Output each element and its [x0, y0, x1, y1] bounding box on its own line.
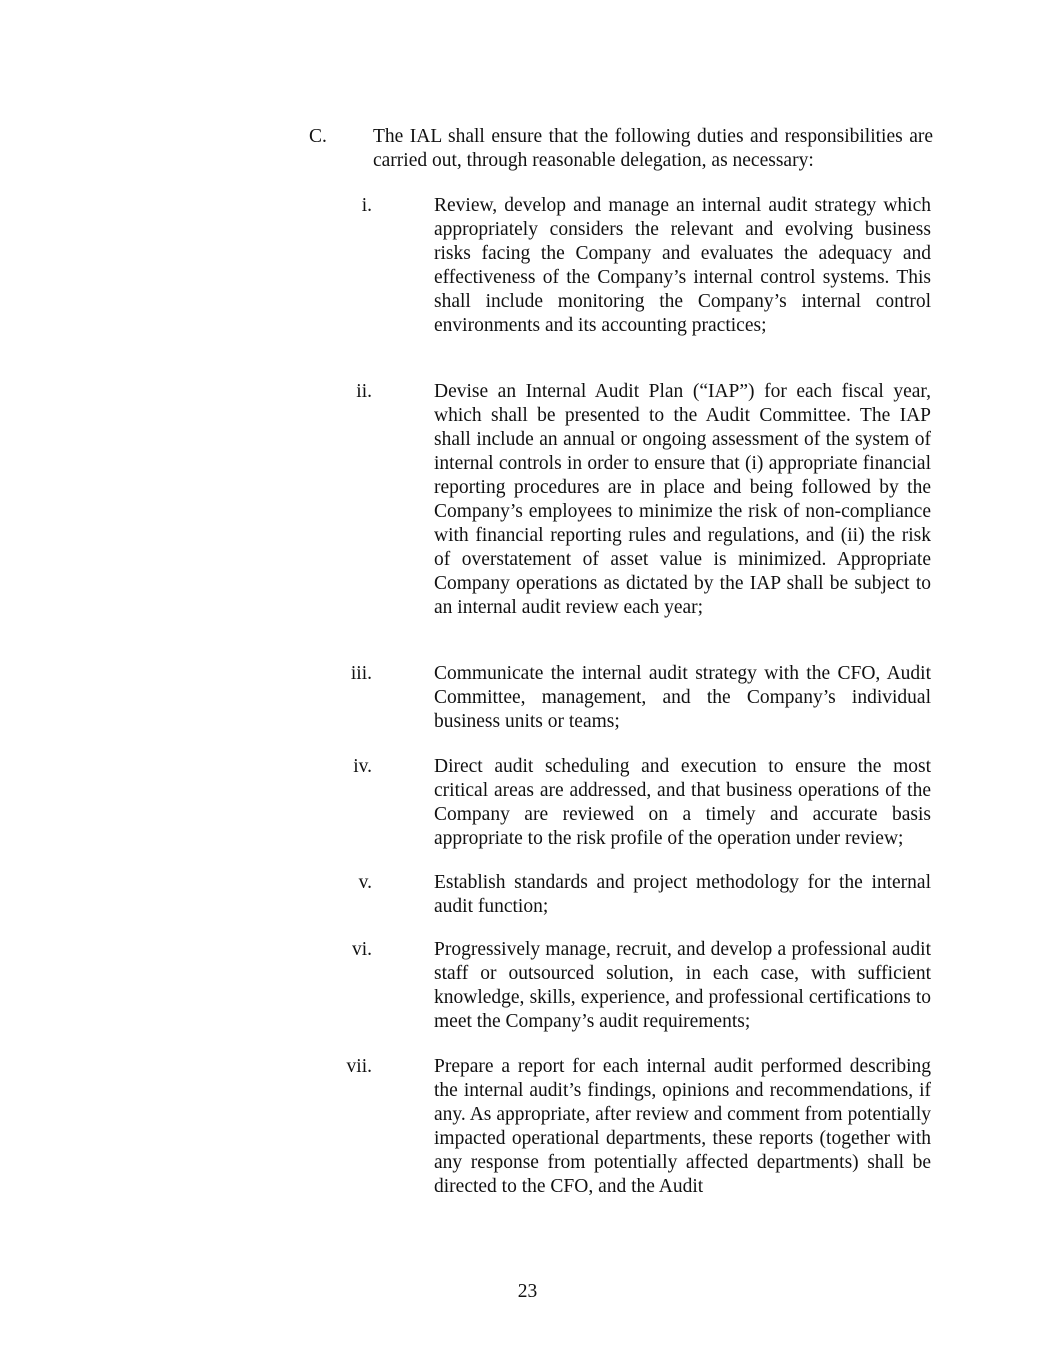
- section-intro-text: The IAL shall ensure that the following duties and responsibilities are carried out, through reasonable delegation, as necessary:: [373, 126, 933, 171]
- page-number: 23: [517, 1281, 538, 1302]
- list-item-text: Direct audit scheduling and execution to ensure the most critical areas are addressed, and that business operations of the Company are reviewed on a timely and accurate basis appropriate to the risk profile of the operation under review;: [434, 756, 931, 849]
- list-item-number: i.: [361, 195, 372, 216]
- list-item-number: v.: [358, 872, 372, 893]
- list-item-text: Communicate the internal audit strategy with the CFO, Audit Committee, management, and the Company’s individual business units or teams;: [434, 663, 931, 732]
- list-item-number: iv.: [353, 756, 372, 777]
- list-item-text: Establish standards and project methodology for the internal audit function;: [434, 872, 931, 917]
- list-item-text: Devise an Internal Audit Plan (“IAP”) for each fiscal year, which shall be presented to the Audit Committee. The IAP shall include an annual or ongoing assessment of the system of internal controls in order to ensure that (i) appropriate financial reporting procedures are in place and being followed by the Company’s employees to minimize the risk of non-compliance with financial reporting rules and regulations, and (ii) the risk of overstatement of asset value is minimized. Appropriate Company operations as dictated by the IAP shall be subject to an internal audit review each year;: [434, 381, 931, 618]
- list-item-number: vi.: [351, 939, 372, 960]
- list-item-number: vii.: [346, 1056, 372, 1077]
- list-item-number: iii.: [350, 663, 372, 684]
- list-item-text: Review, develop and manage an internal audit strategy which appropriately considers the relevant and evolving business risks facing the Company and evaluates the adequacy and effectiveness of the Company’s internal control systems. This shall include monitoring the Company’s internal control environments and its accounting practices;: [434, 195, 931, 336]
- list-item-text: Prepare a report for each internal audit performed describing the internal audit’s findings, opinions and recommendations, if any. As appropriate, after review and comment from potentially impacted operational departments, these reports (together with any response from potentially affected departments) shall be directed to the CFO, and the Audit: [434, 1056, 931, 1197]
- section-label: C.: [309, 126, 327, 147]
- list-item-text: Progressively manage, recruit, and develop a professional audit staff or outsourced solution, in each case, with sufficient knowledge, skills, experience, and professional certifications to meet the Company’s audit requirements;: [434, 939, 931, 1032]
- list-item-number: ii.: [356, 381, 372, 402]
